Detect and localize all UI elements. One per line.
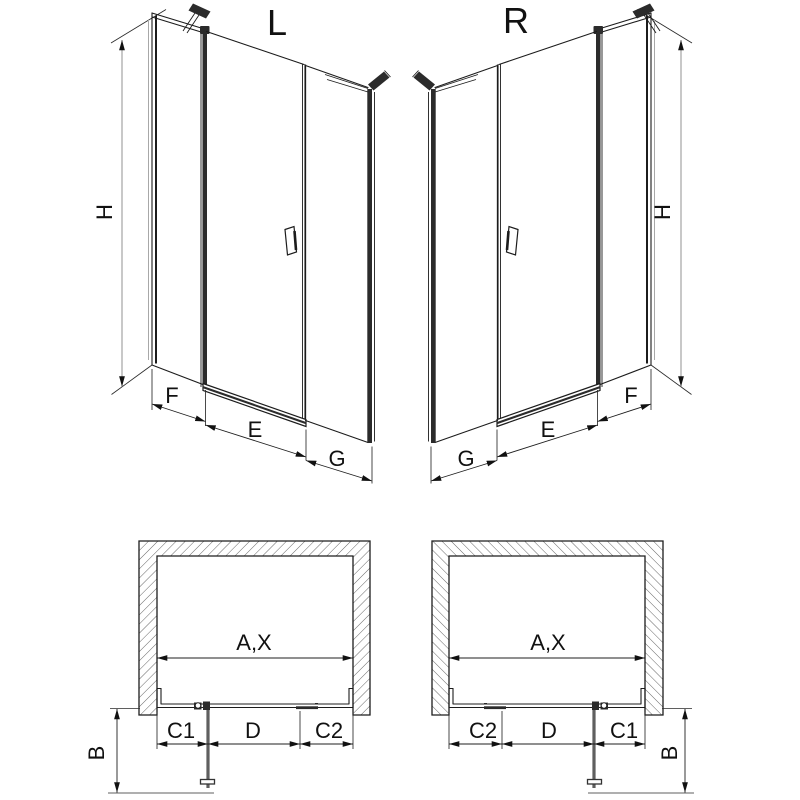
left-e-label: E bbox=[247, 417, 263, 442]
right-plan-width-label: A,X bbox=[530, 630, 566, 655]
left-plan-d-label: D bbox=[245, 718, 261, 743]
right-plan-b-label: B bbox=[657, 745, 682, 761]
left-plan-c2-label: C2 bbox=[314, 718, 344, 743]
left-plan-width-label: A,X bbox=[236, 630, 272, 655]
left-plan-geometry bbox=[108, 541, 370, 793]
left-view-title: L bbox=[266, 2, 288, 43]
left-plan-view bbox=[84, 541, 370, 793]
right-height-label: H bbox=[650, 204, 675, 220]
left-plan-c1-label: C1 bbox=[166, 718, 196, 743]
right-f-label: F bbox=[624, 383, 638, 408]
right-plan-d-label: D bbox=[541, 718, 557, 743]
right-3d-view bbox=[413, 0, 693, 484]
left-3d-geometry bbox=[111, 10, 391, 484]
right-g-label: G bbox=[457, 446, 475, 471]
right-view-title: R bbox=[503, 0, 529, 41]
left-f-label: F bbox=[165, 383, 179, 408]
left-g-label: G bbox=[328, 446, 346, 471]
left-3d-view bbox=[92, 2, 391, 484]
right-plan-c1-label: C1 bbox=[609, 718, 639, 743]
left-height-label: H bbox=[92, 204, 117, 220]
left-plan-b-label: B bbox=[84, 745, 109, 761]
right-e-label: E bbox=[540, 417, 556, 442]
right-3d-geometry bbox=[413, 10, 693, 484]
right-plan-c2-label: C2 bbox=[468, 718, 498, 743]
right-plan-view bbox=[432, 541, 694, 793]
right-plan-geometry bbox=[432, 541, 694, 793]
